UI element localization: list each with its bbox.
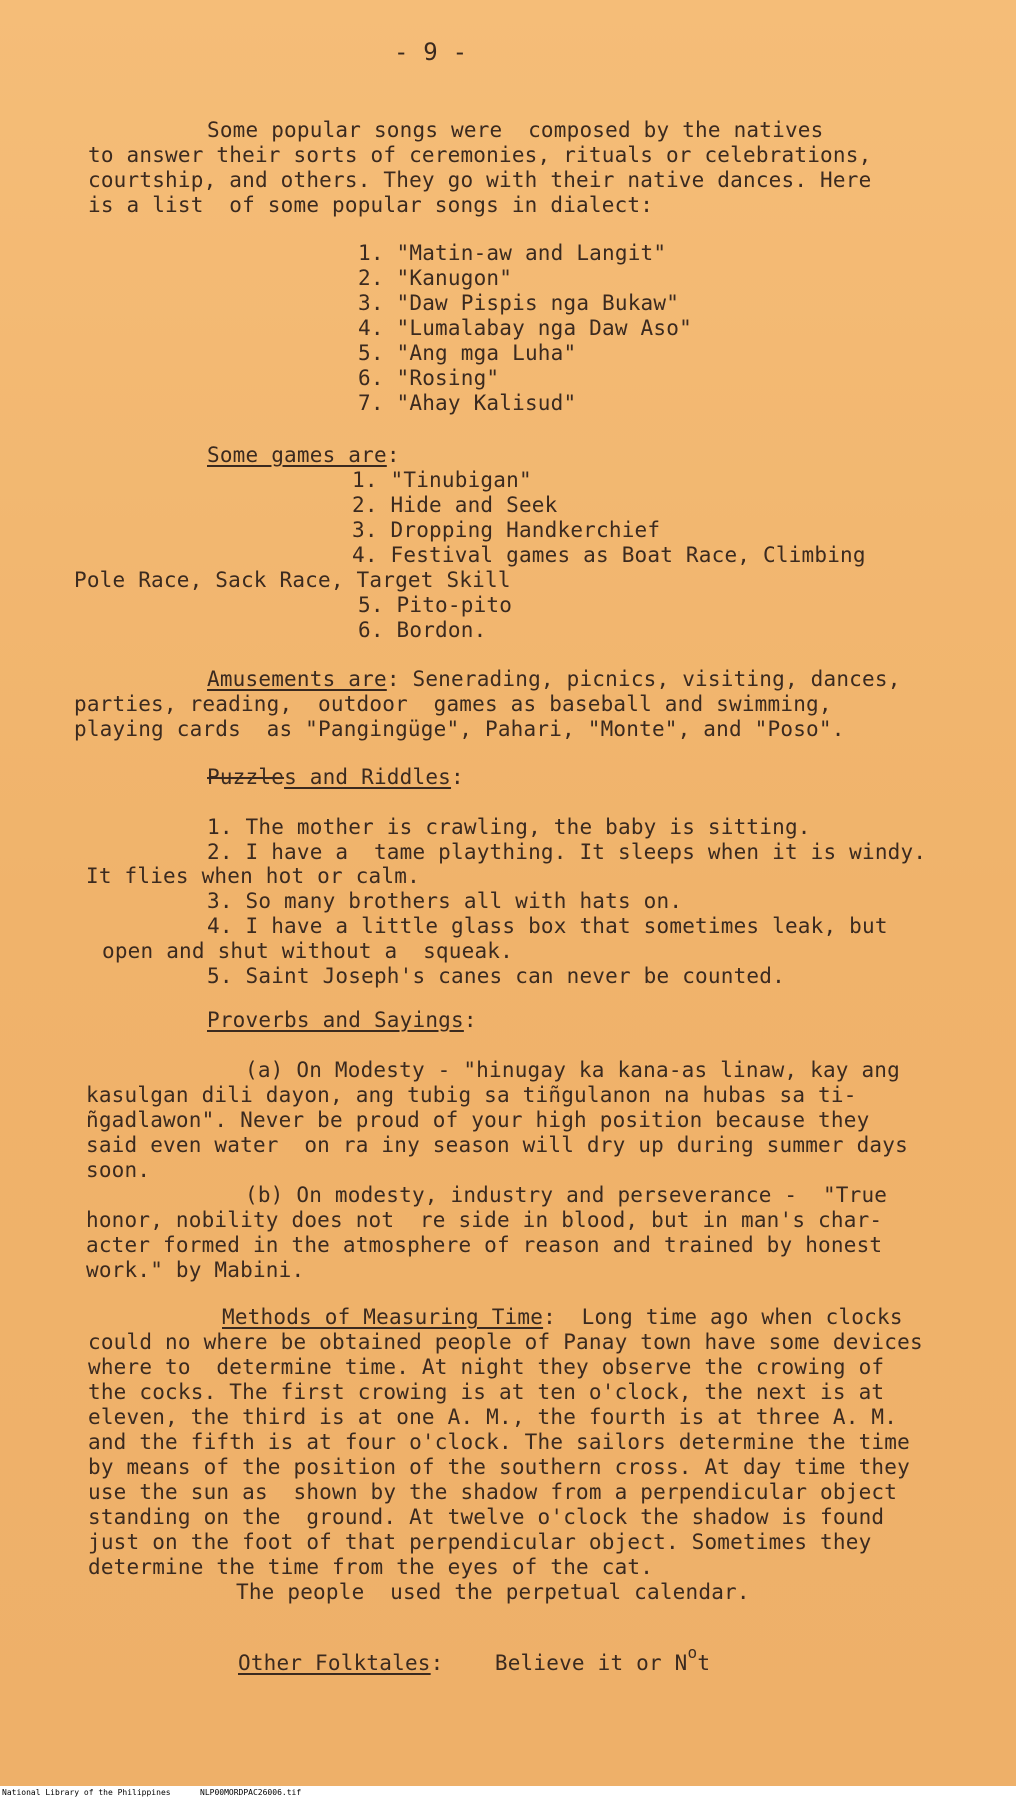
intro-line: is a list of some popular songs in dialect:: [88, 193, 654, 217]
proverb-line: acter formed in the atmosphere of reason and trained by honest: [86, 1233, 883, 1257]
methods-line: the cocks. The first crowing is at ten o'clock, the next is at: [88, 1380, 885, 1404]
methods-line: [222, 1305, 903, 1329]
puzzles-heading: s and Riddles: [284, 765, 452, 789]
proverb-line: said even water on ra iny season will dry up during summer days: [86, 1133, 908, 1157]
proverb-line: work." by Mabini.: [86, 1258, 305, 1282]
game-item: 1. "Tinubigan": [352, 468, 532, 492]
games-heading-colon: :: [386, 443, 400, 467]
footer-library: National Library of the Philippines: [2, 1788, 171, 1797]
page-number: - 9 -: [394, 38, 468, 66]
amusements-line: parties, reading, outdoor games as baseball and swimming,: [74, 692, 832, 716]
proverb-line: ñgadlawon". Never be proud of your high position because they: [86, 1108, 870, 1132]
game-item-continuation: Pole Race, Sack Race, Target Skill: [74, 568, 511, 592]
amusements-text: : Senerading, picnics, visiting, dances,: [386, 667, 901, 691]
methods-line: could no where be obtained people of Panay town have some devices: [88, 1330, 923, 1354]
proverbs-heading-colon: :: [463, 1008, 477, 1032]
proverb-line: honor, nobility does not re side in blood, but in man's char-: [86, 1208, 883, 1232]
riddle-line: 3. So many brothers all with hats on.: [207, 889, 683, 913]
puzzles-heading-line: [207, 765, 464, 789]
riddle-line: 4. I have a little glass box that sometimes leak, but: [207, 914, 888, 938]
folktales-text-end: t: [697, 1651, 711, 1675]
proverb-line: (a) On Modesty - "hinugay ka kana-as linaw, kay ang: [245, 1058, 900, 1082]
methods-heading: Methods of Measuring Time: [222, 1305, 544, 1329]
methods-line: The people used the perpetual calendar.: [236, 1580, 750, 1604]
scan-footer: [0, 1786, 1016, 1800]
methods-text: : Long time ago when clocks: [543, 1305, 903, 1329]
game-item: 2. Hide and Seek: [352, 493, 558, 517]
game-item: 4. Festival games as Boat Race, Climbing: [352, 543, 866, 567]
folktales-heading: Other Folktales: [238, 1651, 431, 1675]
intro-line: to answer their sorts of ceremonies, rituals or celebrations,: [88, 143, 872, 167]
games-heading-line: [207, 443, 400, 467]
game-item: 5. Pito-pito: [358, 593, 513, 617]
proverbs-heading: Proverbs and Sayings: [207, 1008, 464, 1032]
intro-line: courtship, and others. They go with their native dances. Here: [88, 168, 872, 192]
methods-line: by means of the position of the southern cross. At day time they: [88, 1455, 910, 1479]
song-item: 2. "Kanugon": [358, 266, 513, 290]
game-item: 3. Dropping Handkerchief: [352, 518, 661, 542]
puzzles-heading-struck: Puzzle: [207, 765, 285, 789]
intro-line: Some popular songs were composed by the natives: [207, 118, 824, 142]
song-item: 7. "Ahay Kalisud": [358, 391, 577, 415]
amusements-heading: Amusements are: [207, 667, 387, 691]
proverb-line: (b) On modesty, industry and perseverance - "True: [245, 1183, 888, 1207]
methods-line: determine the time from the eyes of the cat.: [88, 1555, 654, 1579]
proverb-line: soon.: [86, 1158, 151, 1182]
folktales-text: : Believe it or N: [430, 1651, 688, 1675]
proverbs-heading-line: [207, 1008, 477, 1032]
song-item: 6. "Rosing": [358, 366, 500, 390]
puzzles-heading-colon: :: [451, 765, 464, 789]
methods-line: standing on the ground. At twelve o'clock the shadow is found: [88, 1505, 885, 1529]
folktales-line: [238, 1643, 711, 1677]
methods-line: eleven, the third is at one A. M., the fourth is at three A. M.: [88, 1405, 898, 1429]
games-heading: Some games are: [207, 443, 387, 467]
proverb-line: kasulgan dili dayon, ang tubig sa tiñgulanon na hubas sa ti-: [86, 1083, 857, 1107]
methods-line: just on the foot of that perpendicular object. Sometimes they: [88, 1530, 872, 1554]
footer-filename: NLP00MORDPAC26006.tif: [200, 1788, 302, 1797]
game-item: 6. Bordon.: [358, 618, 487, 642]
song-item: 5. "Ang mga Luha": [358, 341, 577, 365]
amusements-line: playing cards as "Pangingüge", Pahari, "Monte", and "Poso".: [74, 717, 845, 741]
riddle-line: open and shut without a squeak.: [102, 939, 513, 963]
methods-line: where to determine time. At night they observe the crowing of: [88, 1355, 885, 1379]
methods-line: use the sun as shown by the shadow from a perpendicular object: [88, 1480, 898, 1504]
riddle-line: It flies when hot or calm.: [86, 864, 420, 888]
riddle-line: 5. Saint Joseph's canes can never be counted.: [207, 964, 785, 988]
song-item: 4. "Lumalabay nga Daw Aso": [358, 316, 692, 340]
song-item: 3. "Daw Pispis nga Bukaw": [358, 291, 680, 315]
song-item: 1. "Matin-aw and Langit": [358, 241, 667, 265]
amusements-line: [207, 667, 901, 691]
folktales-correction: o: [687, 1643, 698, 1662]
methods-line: and the fifth is at four o'clock. The sailors determine the time: [88, 1430, 910, 1454]
riddle-line: 2. I have a tame plaything. It sleeps when it is windy.: [207, 840, 927, 864]
riddle-line: 1. The mother is crawling, the baby is sitting.: [207, 815, 811, 839]
